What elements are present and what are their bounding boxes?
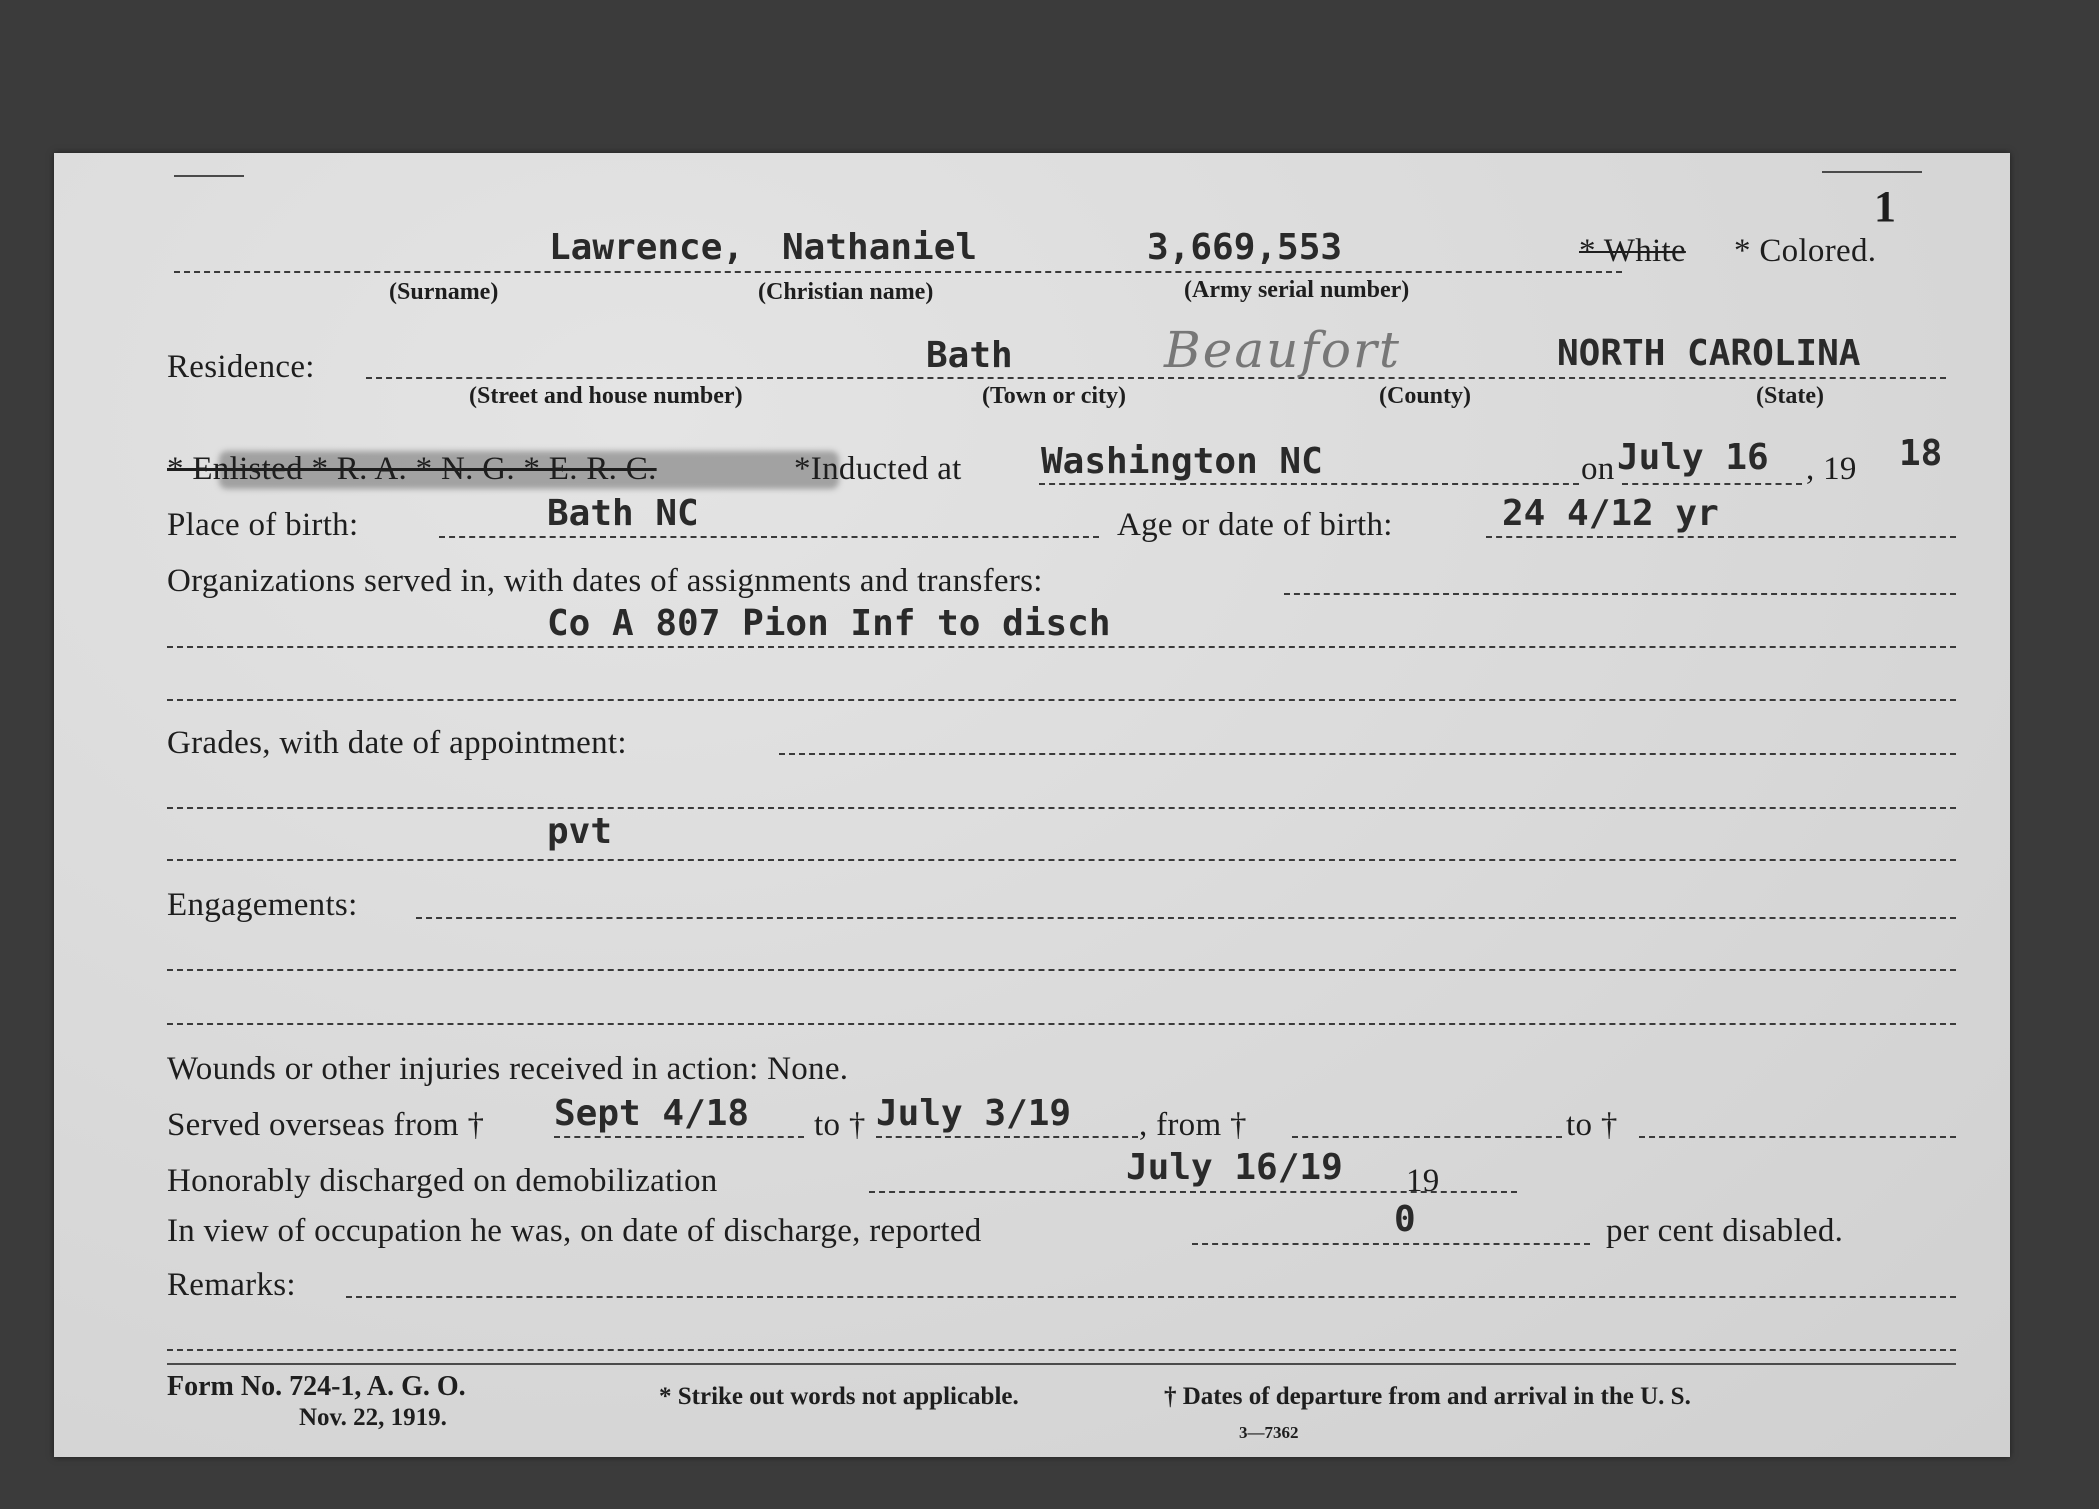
corner-rule (174, 175, 244, 177)
race-colored-option: * Colored. (1734, 233, 1877, 269)
grades-line-2 (167, 859, 1956, 861)
overseas-from2-label: , from † (1139, 1107, 1247, 1143)
birth-place-label: Place of birth: (167, 507, 359, 543)
overseas-from2-line (1292, 1136, 1562, 1138)
remarks-line-0 (346, 1296, 1956, 1298)
organizations-line-2 (167, 699, 1956, 701)
race-white-option: * White (1579, 233, 1686, 269)
corner-rule-right (1822, 171, 1922, 173)
footnote-strike-out: * Strike out words not applicable. (659, 1383, 1019, 1410)
grades-label: Grades, with date of appointment: (167, 725, 627, 761)
age-label: Age or date of birth: (1117, 507, 1393, 543)
disability-line (1192, 1243, 1590, 1245)
enlisted-options-struck: * Enlisted * R. A. * N. G. * E. R. C. (167, 451, 657, 487)
age-line (1486, 536, 1956, 538)
christian-name-caption: (Christian name) (758, 279, 934, 305)
inducted-place-value: Washington NC (1041, 441, 1323, 482)
county-handwritten: Beaufort (1164, 321, 1401, 379)
overseas-from-line (554, 1136, 804, 1138)
inducted-year-value: 18 (1899, 433, 1943, 474)
form-date: Nov. 22, 1919. (299, 1404, 447, 1431)
inducted-label: *Inducted at (794, 451, 962, 487)
overseas-to-line (876, 1136, 1138, 1138)
town-value: Bath (926, 335, 1013, 376)
inducted-date-value: July 16 (1617, 437, 1769, 478)
form-number: Form No. 724-1, A. G. O. (167, 1371, 466, 1402)
organizations-line-0 (1284, 593, 1956, 595)
overseas-to2-line (1639, 1136, 1956, 1138)
discharge-year-suffix: 19 (1406, 1163, 1440, 1199)
grades-line-0 (779, 753, 1956, 755)
serial-number-value: 3,669,553 (1147, 227, 1343, 268)
wounds-text: Wounds or other injuries received in action: None. (167, 1051, 849, 1087)
on-label: on (1581, 451, 1615, 487)
town-caption: (Town or city) (982, 383, 1126, 409)
serial-number-caption: (Army serial number) (1184, 277, 1410, 303)
disability-label: In view of occupation he was, on date of discharge, reported (167, 1213, 982, 1249)
service-record-card (54, 153, 2010, 1457)
overseas-to-value: July 3/19 (876, 1093, 1072, 1134)
discharge-date-value: July 16/19 (1126, 1147, 1343, 1188)
inducted-date-line (1622, 483, 1802, 485)
overseas-from-label: Served overseas from † (167, 1107, 485, 1143)
remarks-label: Remarks: (167, 1267, 296, 1303)
grades-line-1 (167, 807, 1956, 809)
engagements-label: Engagements: (167, 887, 358, 923)
residence-line (366, 377, 1946, 379)
overseas-to2-label: to † (1566, 1107, 1618, 1143)
overseas-to-label: to † (814, 1107, 866, 1143)
disability-percent-value: 0 (1394, 1199, 1416, 1240)
state-value: NORTH CAROLINA (1557, 333, 1861, 374)
surname-caption: (Surname) (389, 279, 499, 305)
engagements-line-2 (167, 1023, 1956, 1025)
overseas-from-value: Sept 4/18 (554, 1093, 750, 1134)
footer-rule (167, 1363, 1956, 1365)
birth-place-line (439, 536, 1099, 538)
age-value: 24 4/12 yr (1502, 493, 1719, 534)
name-line (174, 271, 1622, 273)
disability-suffix: per cent disabled. (1606, 1213, 1844, 1249)
engagements-line-1 (167, 969, 1956, 971)
discharge-label: Honorably discharged on demobilization (167, 1163, 718, 1199)
engagements-line-0 (416, 917, 1956, 919)
footnote-dates: † Dates of departure from and arrival in the U. S. (1164, 1383, 1691, 1410)
organizations-value: Co A 807 Pion Inf to disch (547, 603, 1111, 644)
residence-label: Residence: (167, 349, 315, 385)
birth-place-value: Bath NC (547, 493, 699, 534)
state-caption: (State) (1756, 383, 1824, 409)
inducted-place-line (1039, 483, 1579, 485)
year-prefix: , 19 (1806, 451, 1857, 487)
street-caption: (Street and house number) (469, 383, 743, 409)
remarks-line-1 (167, 1349, 1956, 1351)
surname-value: Lawrence, (549, 227, 745, 268)
grade-value: pvt (547, 811, 613, 852)
organizations-line-1 (167, 646, 1956, 648)
card-number: 1 (1874, 182, 1896, 231)
print-code: 3—7362 (1239, 1423, 1299, 1442)
county-caption: (County) (1379, 383, 1472, 409)
christian-name-value: Nathaniel (782, 227, 978, 268)
organizations-label: Organizations served in, with dates of assignments and transfers: (167, 563, 1043, 599)
